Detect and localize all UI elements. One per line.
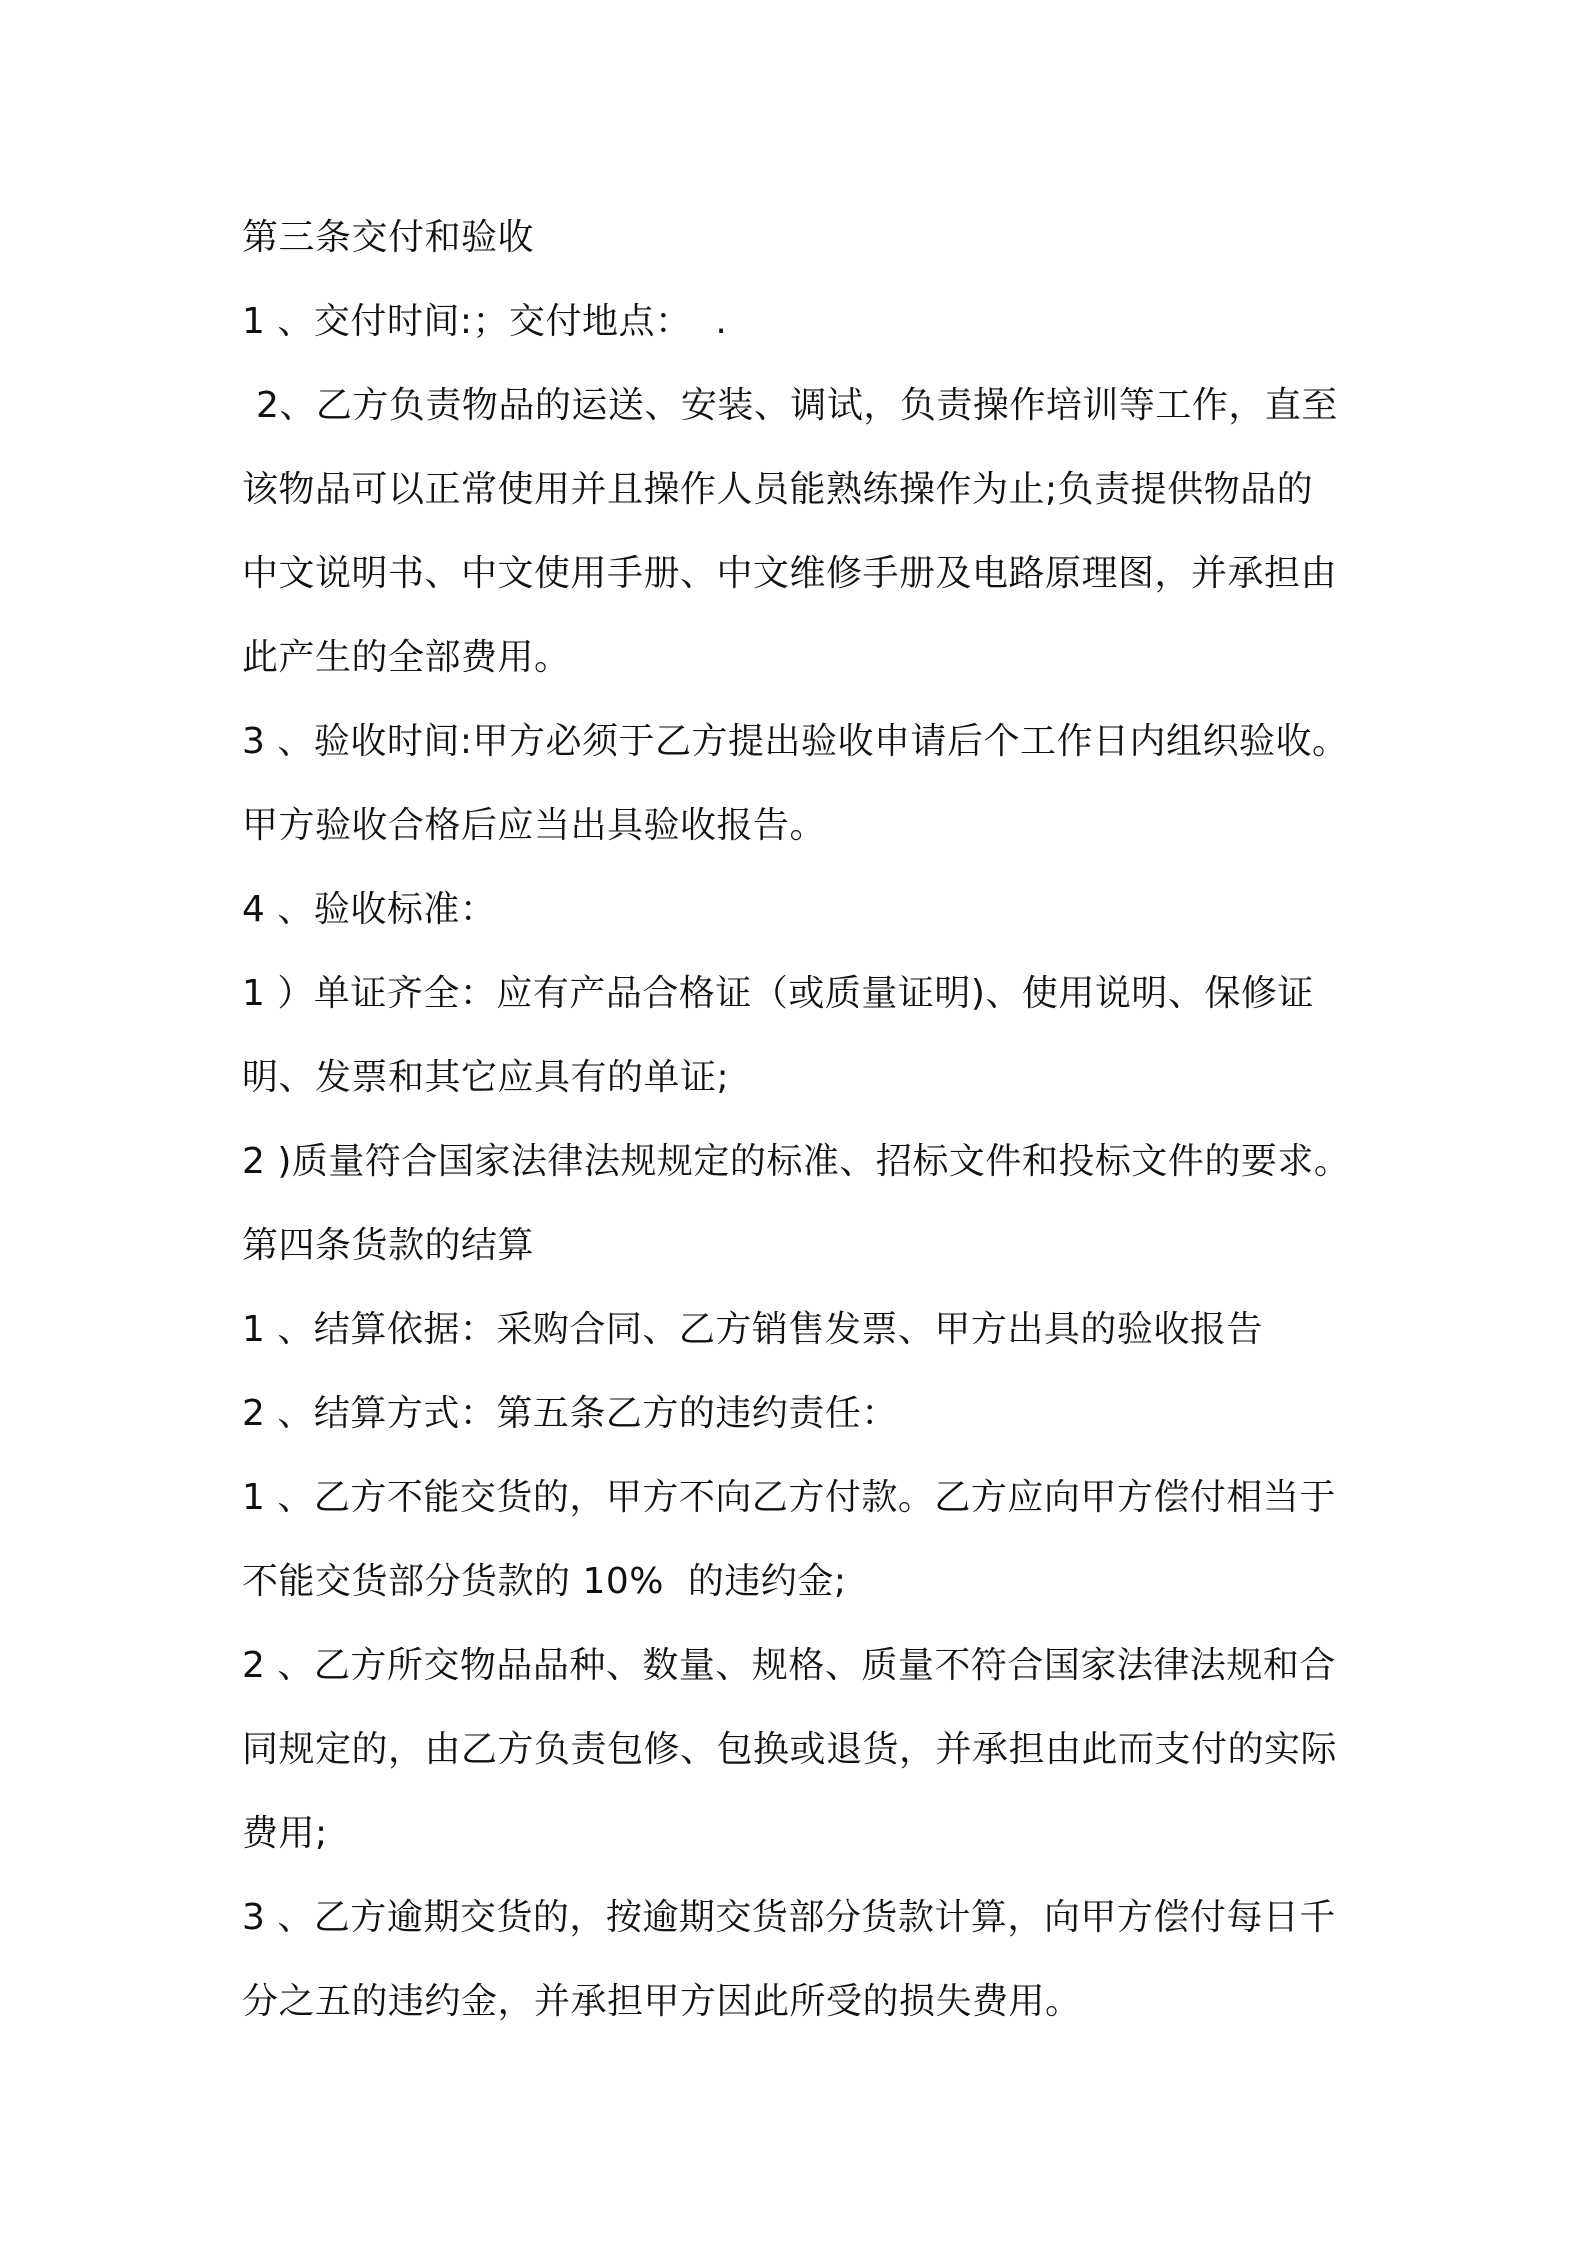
paragraph-line: 1 、乙方不能交货的，甲方不向乙方付款。乙方应向甲方偿付相当于 <box>242 1477 1336 1518</box>
paragraph-line: 此产生的全部费用。 <box>242 637 571 678</box>
paragraph-line: 1 、交付时间:；交付地点： . <box>242 301 728 342</box>
paragraph-line: 2 、乙方所交物品品种、数量、规格、质量不符合国家法律法规和合 <box>242 1645 1336 1686</box>
section-heading-3: 第三条交付和验收 <box>242 217 535 258</box>
paragraph-line: 甲方验收合格后应当出具验收报告。 <box>242 805 827 846</box>
paragraph-line: 4 、验收标准： <box>242 889 497 930</box>
paragraph-line: 明、发票和其它应具有的单证; <box>242 1057 730 1098</box>
paragraph-line: 2 )质量符合国家法律法规规定的标准、招标文件和投标文件的要求。 <box>242 1141 1351 1182</box>
paragraph-line: 同规定的，由乙方负责包修、包换或退货，并承担由此而支付的实际 <box>242 1729 1338 1770</box>
paragraph-line: 分之五的违约金，并承担甲方因此所受的损失费用。 <box>242 1981 1082 2022</box>
section-heading-4: 第四条货款的结算 <box>242 1225 535 1266</box>
paragraph-line: 1 ）单证齐全：应有产品合格证（或质量证明)、使用说明、保修证 <box>242 973 1314 1014</box>
paragraph-line: 该物品可以正常使用并且操作人员能熟练操作为止;负责提供物品的 <box>242 469 1314 510</box>
paragraph-line: 费用; <box>242 1813 328 1854</box>
paragraph-line: 不能交货部分货款的 10% 的违约金; <box>242 1561 847 1602</box>
paragraph-line: 2 、结算方式：第五条乙方的违约责任： <box>242 1393 898 1434</box>
paragraph-line: 3 、验收时间:甲方必须于乙方提出验收申请后个工作日内组织验收。 <box>242 721 1349 762</box>
paragraph-line: 1 、结算依据：采购合同、乙方销售发票、甲方出具的验收报告 <box>242 1309 1263 1350</box>
paragraph-line: 2、乙方负责物品的运送、安装、调试，负责操作培训等工作，直至 <box>256 385 1338 426</box>
document-body <box>242 196 1362 2044</box>
paragraph-line: 3 、乙方逾期交货的，按逾期交货部分货款计算，向甲方偿付每日千 <box>242 1897 1336 1938</box>
paragraph-line: 中文说明书、中文使用手册、中文维修手册及电路原理图，并承担由 <box>242 553 1338 594</box>
